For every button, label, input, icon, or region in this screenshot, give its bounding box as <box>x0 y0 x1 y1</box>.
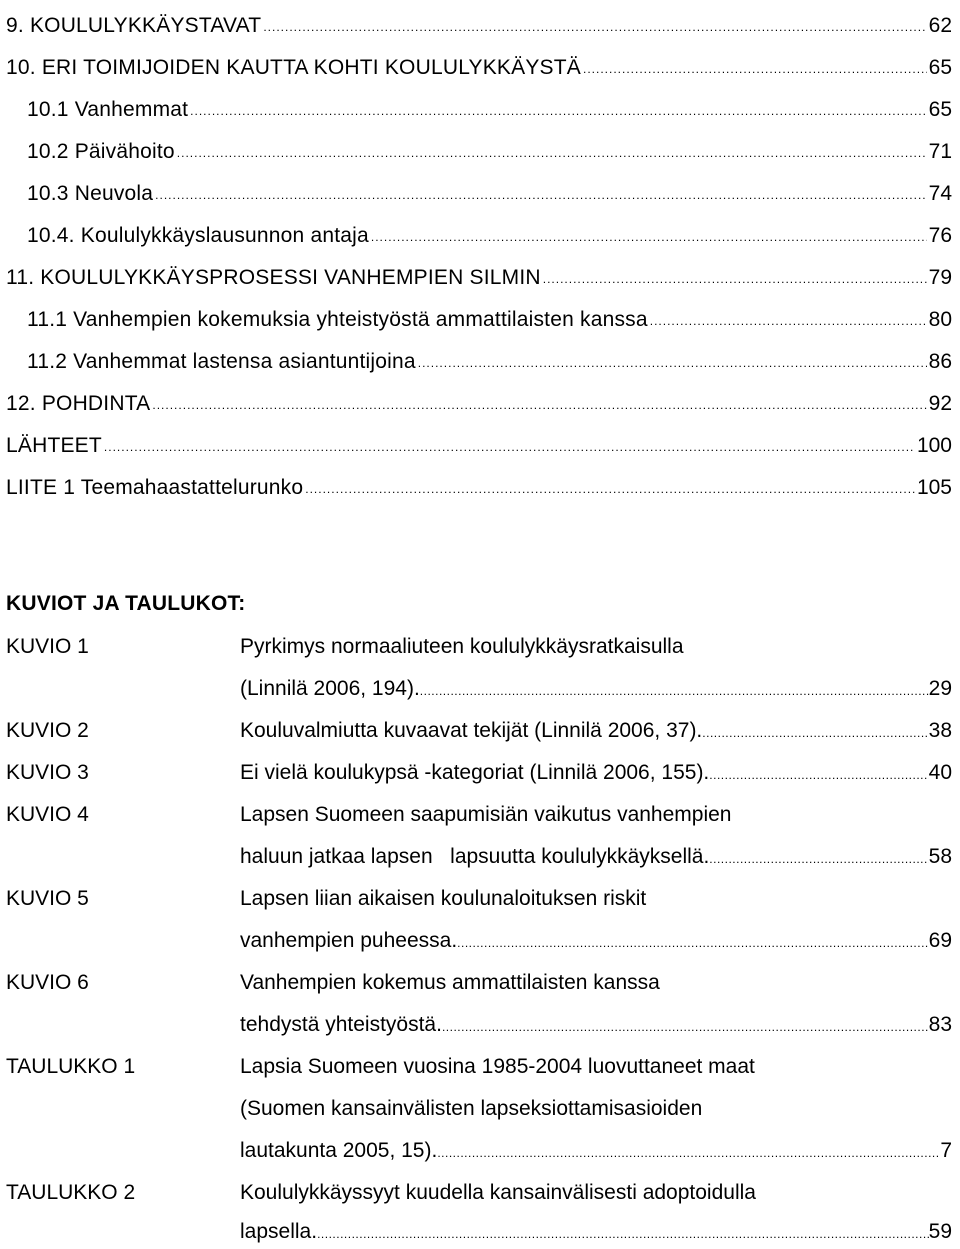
figure-caption-line: Lapsen Suomeen saapumisiän vaikutus vanhempien <box>240 803 732 826</box>
toc-entry-page: 65 <box>928 98 952 121</box>
figure-caption-line <box>240 719 952 743</box>
toc-entry <box>0 0 952 36</box>
toc-leader-dots <box>152 399 926 411</box>
toc-leader-dots <box>155 189 926 201</box>
figure-page: 38 <box>928 719 952 742</box>
figure-label: KUVIO 3 <box>6 761 89 784</box>
toc-leader-dots <box>543 273 927 285</box>
toc-entry-page: 92 <box>928 392 952 415</box>
toc-entry <box>0 204 952 246</box>
toc-entry <box>0 414 952 456</box>
toc-entry <box>0 288 952 330</box>
toc-entry-page: 80 <box>928 308 952 331</box>
table-caption-line: (Suomen kansainvälisten lapseksiottamisasioiden <box>240 1097 703 1120</box>
toc-entry-label: 10.4. Koululykkäyslausunnon antaja <box>27 224 369 247</box>
toc-entry <box>0 78 952 120</box>
toc-entry <box>0 330 952 372</box>
toc-entry-page: 86 <box>928 350 952 373</box>
toc-leader-dots <box>583 63 927 75</box>
figure-caption-text: Ei vielä koulukypsä -kategoriat (Linnilä 2006, 155). <box>240 761 710 784</box>
figure-label: KUVIO 1 <box>6 635 89 658</box>
toc-entry <box>0 372 952 414</box>
toc-entry-label: 12. POHDINTA <box>6 392 151 415</box>
table-label: TAULUKKO 2 <box>6 1181 136 1204</box>
figure-caption-line <box>240 1013 952 1037</box>
table-leader-dots <box>437 1146 940 1160</box>
toc-entry-page: 74 <box>928 182 952 205</box>
toc-leader-dots <box>650 315 927 327</box>
figure-page: 29 <box>928 677 952 700</box>
figure-leader-dots <box>420 684 929 698</box>
toc-entry-page: 71 <box>928 140 952 163</box>
figure-leader-dots <box>709 768 928 782</box>
figure-leader-dots <box>709 852 928 866</box>
figure-caption-text: (Linnilä 2006, 194). <box>240 677 420 700</box>
toc-entry-page: 79 <box>928 266 952 289</box>
toc-entry-page: 76 <box>928 224 952 247</box>
toc-entry-label: 11. KOULULYKKÄYSPROSESSI VANHEMPIEN SILMIN <box>6 266 541 289</box>
toc-entry-label: 10.3 Neuvola <box>27 182 154 205</box>
toc-leader-dots <box>104 441 915 453</box>
toc-entry <box>0 246 952 288</box>
toc-entry-page: 62 <box>928 14 952 37</box>
table-page: 7 <box>940 1139 952 1162</box>
toc-entry-label: 11.1 Vanhempien kokemuksia yhteistyöstä ammattilaisten kanssa <box>27 308 648 331</box>
toc-entry-label: 10.2 Päivähoito <box>27 140 175 163</box>
toc-entry <box>0 456 952 498</box>
figure-label: KUVIO 2 <box>6 719 89 742</box>
table-label: TAULUKKO 1 <box>6 1055 136 1078</box>
figure-leader-dots <box>457 936 928 950</box>
figure-page: 83 <box>928 1013 952 1036</box>
figure-page: 58 <box>928 845 952 868</box>
toc-entry-label: 9. KOULULYKKÄYSTAVAT <box>6 14 262 37</box>
toc-entry-page: 105 <box>916 476 952 499</box>
toc-entry <box>0 120 952 162</box>
figure-page: 40 <box>928 761 952 784</box>
table-caption-line <box>240 1220 952 1244</box>
figure-label: KUVIO 6 <box>6 971 89 994</box>
toc-entry-page: 65 <box>928 56 952 79</box>
toc-entry-page: 100 <box>916 434 952 457</box>
figure-caption-text: haluun jatkaa lapsen lapsuutta koululykkäyksellä. <box>240 845 710 868</box>
toc-entry-label: LIITE 1 Teemahaastattelurunko <box>6 476 304 499</box>
figure-caption-line <box>240 845 952 869</box>
toc-entry-label: 11.2 Vanhemmat lastensa asiantuntijoina <box>27 350 416 373</box>
table-caption-text: lapsella. <box>240 1220 318 1243</box>
toc-entry <box>0 162 952 204</box>
toc-leader-dots <box>263 21 926 33</box>
figure-caption-text: tehdystä yhteistyöstä. <box>240 1013 442 1036</box>
figure-caption-line: Pyrkimys normaaliuteen koululykkäysratkaisulla <box>240 635 684 658</box>
table-leader-dots <box>317 1227 929 1241</box>
toc-entry-label: LÄHTEET <box>6 434 102 457</box>
figure-caption-line: Vanhempien kokemus ammattilaisten kanssa <box>240 971 660 994</box>
figure-caption-line <box>240 929 952 953</box>
toc-leader-dots <box>371 231 927 243</box>
figure-leader-dots <box>702 726 928 740</box>
figure-caption-text: vanhempien puheessa. <box>240 929 458 952</box>
figure-leader-dots <box>442 1020 929 1034</box>
table-caption-text: lautakunta 2005, 15). <box>240 1139 438 1162</box>
table-caption-line <box>240 1139 952 1163</box>
figure-caption-line <box>240 761 952 785</box>
figure-page: 69 <box>928 929 952 952</box>
figures-heading: KUVIOT JA TAULUKOT: <box>6 592 246 615</box>
toc-leader-dots <box>177 147 927 159</box>
figure-caption-line <box>240 677 952 701</box>
toc-leader-dots <box>418 357 927 369</box>
toc-entry-label: 10.1 Vanhemmat <box>27 98 189 121</box>
figure-caption-line: Lapsen liian aikaisen koulunaloituksen riskit <box>240 887 647 910</box>
toc-entry <box>0 36 952 78</box>
table-page: 59 <box>928 1220 952 1243</box>
table-caption-line: Lapsia Suomeen vuosina 1985-2004 luovuttaneet maat <box>240 1055 755 1078</box>
toc-entry-label: 10. ERI TOIMIJOIDEN KAUTTA KOHTI KOULULYKKÄYSTÄ <box>6 56 581 79</box>
figure-caption-text: Kouluvalmiutta kuvaavat tekijät (Linnilä 2006, 37). <box>240 719 703 742</box>
figure-label: KUVIO 4 <box>6 803 89 826</box>
table-caption-line: Koululykkäyssyyt kuudella kansainvälisesti adoptoidulla <box>240 1181 756 1204</box>
toc-leader-dots <box>305 483 915 495</box>
toc-leader-dots <box>190 105 926 117</box>
figure-label: KUVIO 5 <box>6 887 89 910</box>
